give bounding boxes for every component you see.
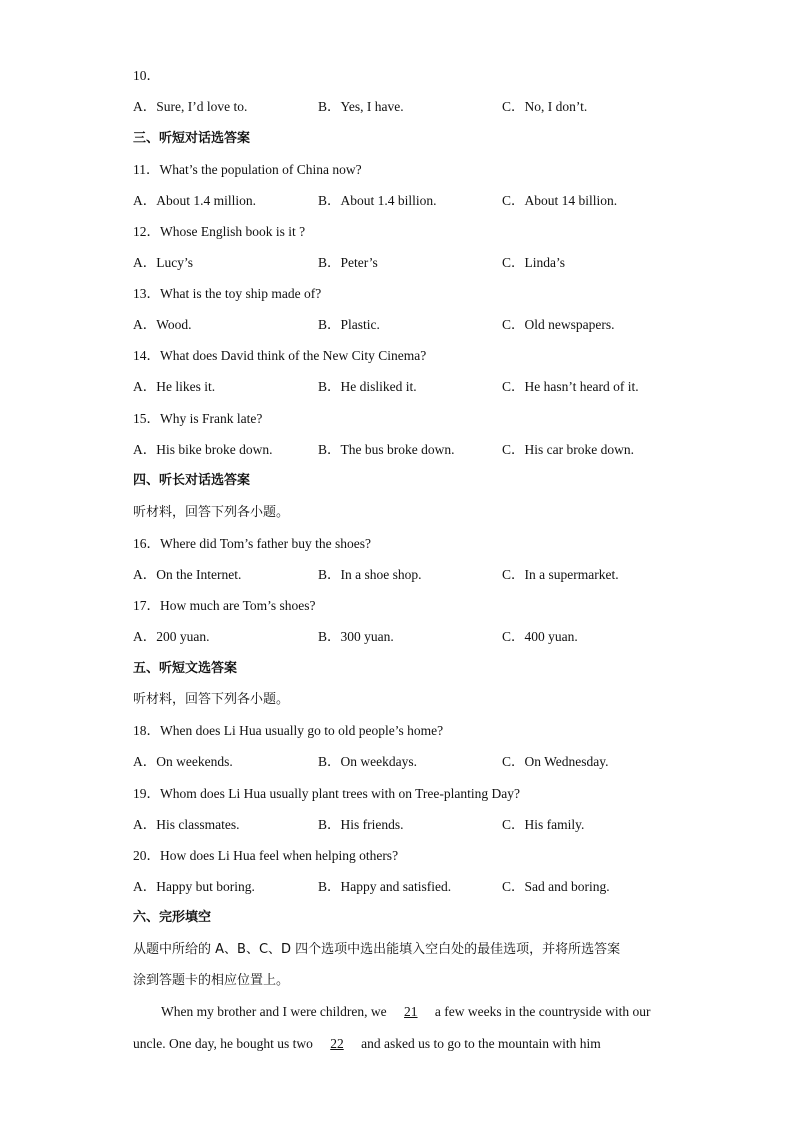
q10-option-c: C．No, I don’t. <box>502 99 588 114</box>
blank-21: 21 <box>404 1004 418 1019</box>
q15-option-a: A．His bike broke down. <box>133 442 273 457</box>
q17-option-a: A．200 yuan. <box>133 629 210 644</box>
q17-option-b: B．300 yuan. <box>318 629 394 644</box>
q14-option-b: B．He disliked it. <box>318 379 417 394</box>
q11-option-c: C．About 14 billion. <box>502 193 618 208</box>
question-10-number: 10． <box>133 68 160 83</box>
q14-option-c: C．He hasn’t heard of it. <box>502 379 639 394</box>
q12-option-a: A．Lucy’s <box>133 255 193 270</box>
section-5-heading: 五、听短文选答案 <box>133 661 238 676</box>
section-6-instruction-line1: 从题中所给的 A、B、C、D 四个选项中选出能填入空白处的最佳选项，并将所选答案 <box>133 942 621 957</box>
question-14-stem: 14．What does David think of the New City Cinema? <box>133 348 427 363</box>
q13-option-c: C．Old newspapers. <box>502 317 615 332</box>
q11-option-b: B．About 1.4 billion. <box>318 193 437 208</box>
question-13-stem: 13．What is the toy ship made of? <box>133 286 322 301</box>
q19-option-c: C．His family. <box>502 817 585 832</box>
q11-option-a: A．About 1.4 million. <box>133 193 257 208</box>
q16-option-c: C．In a supermarket. <box>502 567 619 582</box>
q10-option-a: A．Sure, I’d love to. <box>133 99 248 114</box>
q15-option-b: B．The bus broke down. <box>318 442 455 457</box>
cloze-passage <box>133 996 663 1060</box>
q19-option-b: B．His friends. <box>318 817 404 832</box>
question-20-stem: 20．How does Li Hua feel when helping others? <box>133 848 399 863</box>
section-3-heading: 三、听短对话选答案 <box>133 131 251 146</box>
q17-option-c: C．400 yuan. <box>502 629 578 644</box>
section-6-instruction-line2: 涂到答题卡的相应位置上。 <box>133 973 290 988</box>
section-4-instruction: 听材料，回答下列各小题。 <box>133 505 290 520</box>
question-19-stem: 19．Whom does Li Hua usually plant trees with on Tree-planting Day? <box>133 786 520 801</box>
q18-option-b: B．On weekdays. <box>318 754 417 769</box>
q12-option-b: B．Peter’s <box>318 255 378 270</box>
q16-option-a: A．On the Internet. <box>133 567 242 582</box>
question-16-stem: 16．Where did Tom’s father buy the shoes? <box>133 536 371 551</box>
section-5-instruction: 听材料，回答下列各小题。 <box>133 692 290 707</box>
passage-text-2: a few weeks in the countryside with our uncle. One day, he bought us two <box>133 1004 651 1051</box>
q13-option-a: A．Wood. <box>133 317 192 332</box>
q20-option-a: A．Happy but boring. <box>133 879 255 894</box>
question-18-stem: 18．When does Li Hua usually go to old people’s home? <box>133 723 444 738</box>
q19-option-a: A．His classmates. <box>133 817 240 832</box>
question-12-stem: 12．Whose English book is it ? <box>133 224 306 239</box>
q18-option-a: A．On weekends. <box>133 754 233 769</box>
q18-option-c: C．On Wednesday. <box>502 754 609 769</box>
q14-option-a: A．He likes it. <box>133 379 216 394</box>
passage-text-3: and asked us to go to the mountain with him <box>357 1036 601 1051</box>
question-17-stem: 17．How much are Tom’s shoes? <box>133 598 316 613</box>
question-15-stem: 15．Why is Frank late? <box>133 411 263 426</box>
q16-option-b: B．In a shoe shop. <box>318 567 422 582</box>
q13-option-b: B．Plastic. <box>318 317 380 332</box>
q10-option-b: B．Yes, I have. <box>318 99 404 114</box>
question-11-stem: 11．What’s the population of China now? <box>133 162 362 177</box>
q15-option-c: C．His car broke down. <box>502 442 634 457</box>
q20-option-b: B．Happy and satisfied. <box>318 879 452 894</box>
section-6-heading: 六、完形填空 <box>133 910 212 925</box>
q12-option-c: C．Linda’s <box>502 255 565 270</box>
section-4-heading: 四、听长对话选答案 <box>133 473 251 488</box>
passage-text-1: When my brother and I were children, we <box>161 1004 391 1019</box>
q20-option-c: C．Sad and boring. <box>502 879 610 894</box>
blank-22: 22 <box>330 1036 344 1051</box>
